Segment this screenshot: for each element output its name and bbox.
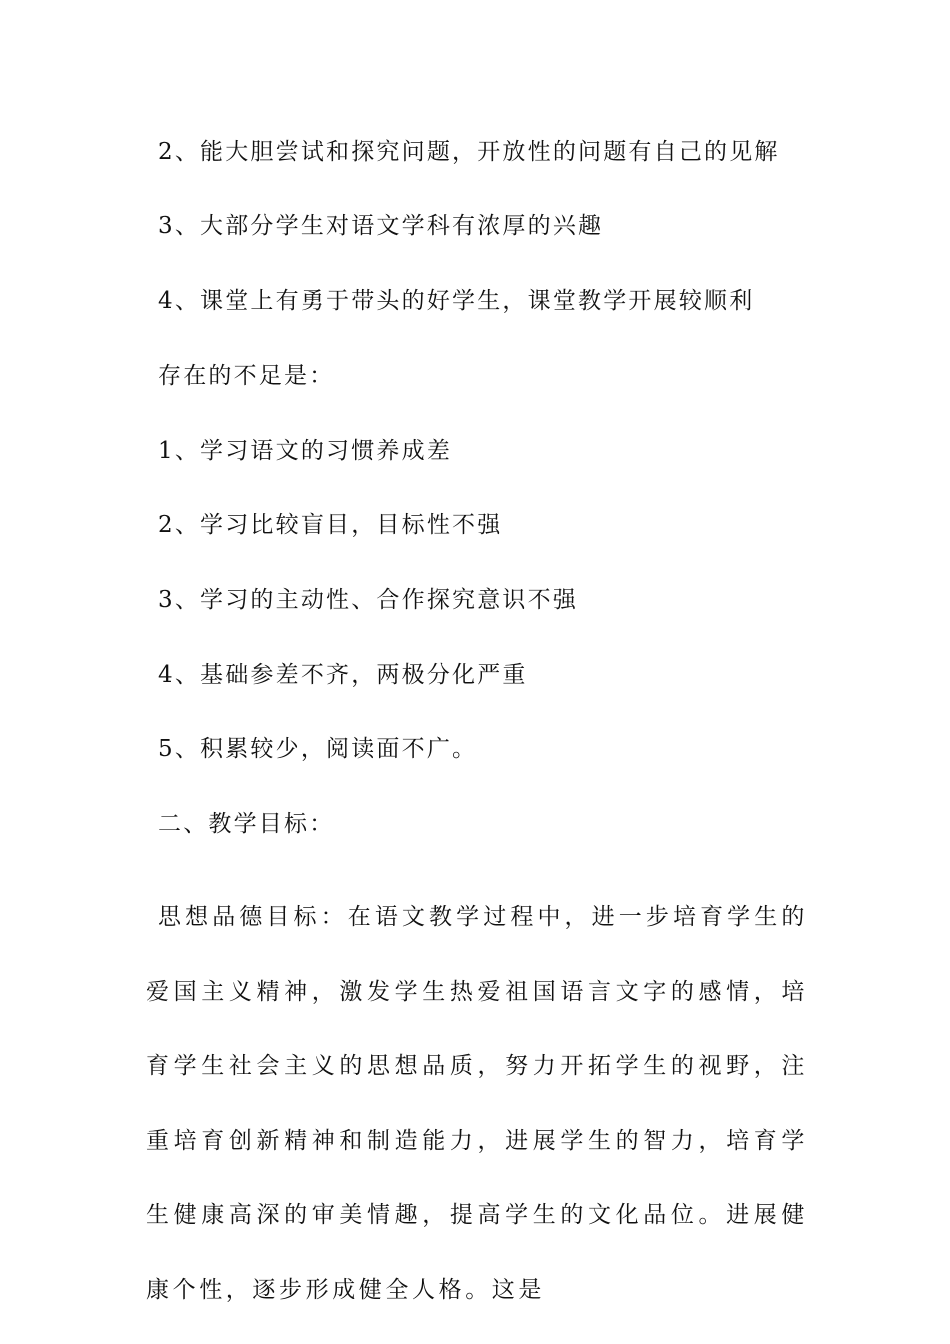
list-item-shortcoming-2: 2、学习比较盲目，目标性不强 [158,512,503,538]
list-item-shortcoming-3: 3、学习的主动性、合作探究意识不强 [158,587,579,613]
list-item-strength-2: 2、能大胆尝试和探究问题，开放性的问题有自己的见解 [158,139,780,165]
list-item-strength-4: 4、课堂上有勇于带头的好学生，课堂教学开展较顺利 [158,288,755,314]
paragraph-moral-goals: 思想品德目标：在语文教学过程中，进一步培育学生的爱国主义精神，激发学生热爱祖国语言文字的感情，培育学生社会主义的思想品质，努力开拓学生的视野，注重培育创新精神和制造能力，进展学生的智力，培育学生健康高深的审美情趣，提高学生的文化品位。进展健康个性，逐步形成健全人格。这是 [146,904,808,1303]
list-item-strength-3: 3、大部分学生对语文学科有浓厚的兴趣 [158,213,604,239]
list-item-shortcoming-4: 4、基础参差不齐，两极分化严重 [158,662,528,688]
section-heading-teaching-goals: 二、教学目标： [158,811,335,837]
list-item-shortcoming-5: 5、积累较少，阅读面不广。 [158,736,478,762]
list-item-shortcoming-1: 1、学习语文的习惯养成差 [158,438,453,464]
section-label-shortcomings: 存在的不足是： [158,363,335,389]
